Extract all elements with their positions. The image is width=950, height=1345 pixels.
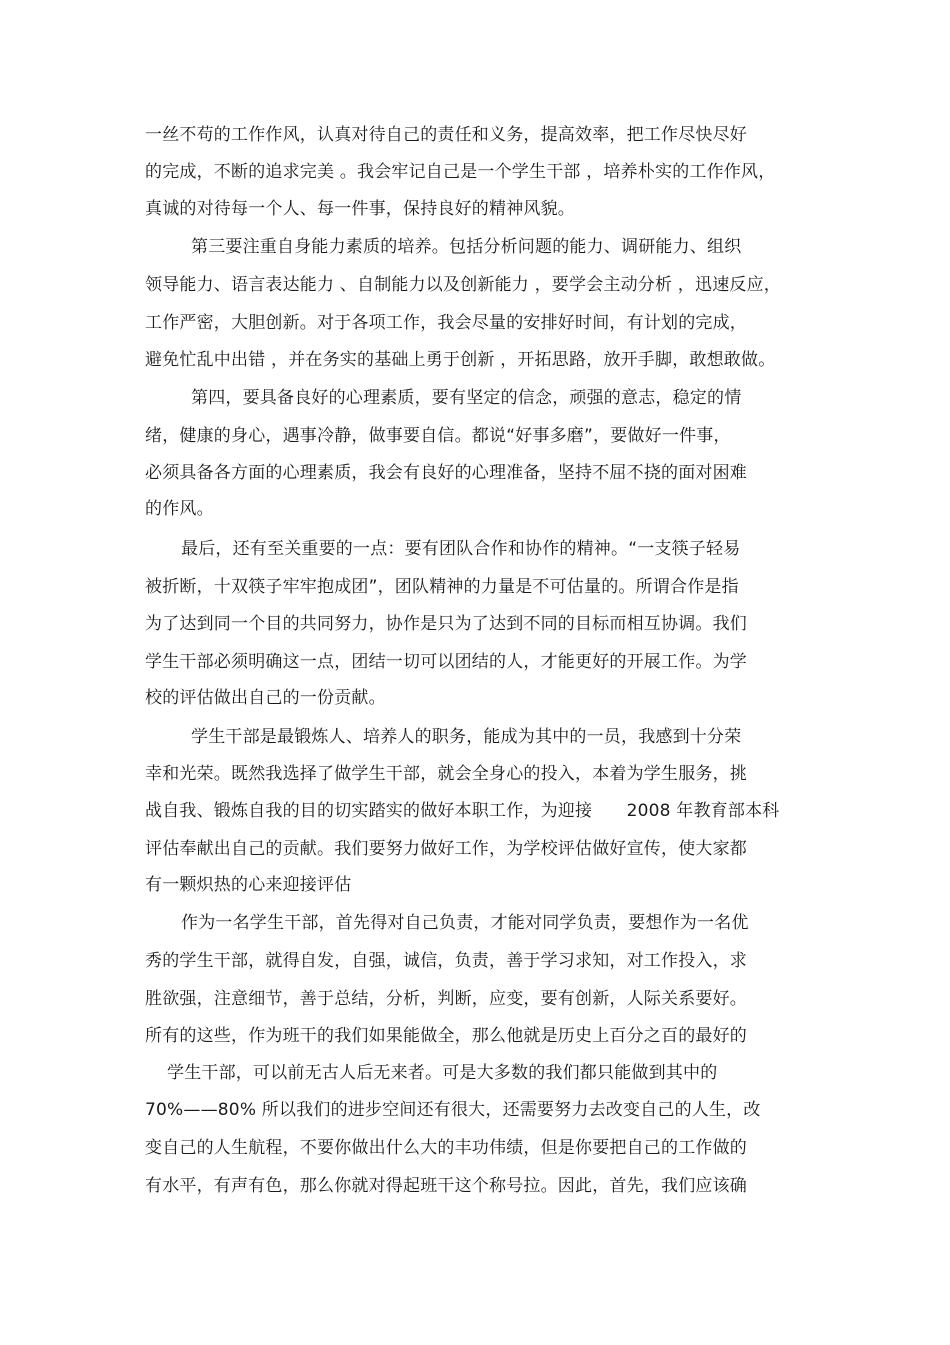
text-line: 为了达到同一个目的共同努力，协作是只为了达到不同的目标而相互协调。我们 <box>145 614 747 634</box>
text-line: 所有的这些，作为班干的我们如果能做全，那么他就是历史上百分之百的最好的 <box>145 1026 747 1046</box>
text-line: 校的评估做出自己的一份贡献。 <box>145 688 386 708</box>
text-line: 学生干部必须明确这一点，团结一切可以团结的人，才能更好的开展工作。为学 <box>145 652 747 672</box>
paragraph-start-line: 学生干部是最锻炼人、培养人的职务，能成为其中的一员，我感到十分荣 <box>191 727 742 747</box>
text-line: 70%——80% 所以我们的进步空间还有很大，还需要努力去改变自己的人生，改 <box>145 1100 761 1120</box>
paragraph-start-line: 第三要注重自身能力素质的培养。包括分析问题的能力、调研能力、组织 <box>191 237 742 257</box>
text-line: 变自己的人生航程，不要你做出什么大的丰功伟绩，但是你要把自己的工作做的 <box>145 1138 747 1158</box>
text-line: 战自我、锻炼自我的目的切实踏实的做好本职工作，为迎接 2008 年教育部本科 <box>145 801 780 821</box>
text-line: 有水平，有声有色，那么你就对得起班干这个称号拉。因此，首先，我们应该确 <box>145 1176 747 1196</box>
text-line: 评估奉献出自己的贡献。我们要努力做好工作，为学校评估做好宣传，使大家都 <box>145 839 747 859</box>
text-line: 秀的学生干部，就得自发，自强，诚信，负责，善于学习求知，对工作投入，求 <box>145 951 747 971</box>
text-line: 有一颗炽热的心来迎接评估 <box>145 875 352 895</box>
text-line: 被折断，十双筷子牢牢抱成团”，团队精神的力量是不可估量的。所谓合作是指 <box>145 577 739 597</box>
paragraph-start-line: 作为一名学生干部，首先得对自己负责，才能对同学负责，要想作为一名优 <box>181 913 749 933</box>
text-line: 避免忙乱中出错 ，并在务实的基础上勇于创新 ，开拓思路，放开手脚，敢想敢做。 <box>145 350 776 370</box>
text-line: 真诚的对待每一个人、每一件事，保持良好的精神风貌。 <box>145 199 575 219</box>
text-line: 工作严密，大胆创新。对于各项工作，我会尽量的安排好时间，有计划的完成， <box>145 313 747 333</box>
text-line: 幸和光荣。既然我选择了做学生干部，就会全身心的投入，本着为学生服务，挑 <box>145 764 747 784</box>
text-line: 领导能力、语言表达能力 、自制能力以及创新能力 ，要学会主动分析 ，迅速反应， <box>145 275 782 295</box>
text-line: 必须具备各方面的心理素质，我会有良好的心理准备，坚持不屈不挠的面对困难 <box>145 463 747 483</box>
text-line: 一丝不苟的工作作风，认真对待自己的责任和义务，提高效率，把工作尽快尽好 <box>145 125 747 145</box>
text-line: 绪，健康的身心，遇事冷静，做事要自信。都说“好事多磨”，要做好一件事， <box>145 426 731 446</box>
text-line: 胜欲强，注意细节，善于总结，分析，判断，应变，要有创新，人际关系要好。 <box>145 989 747 1009</box>
text-line: 学生干部，可以前无古人后无来者。可是大多数的我们都只能做到其中的 <box>167 1063 718 1083</box>
paragraph-start-line: 第四，要具备良好的心理素质，要有坚定的信念，顽强的意志，稳定的情 <box>191 388 742 408</box>
text-line: 的完成，不断的追求完美 。我会牢记自己是一个学生干部 ，培养朴实的工作作风， <box>145 162 776 182</box>
paragraph-start-line: 最后，还有至关重要的一点：要有团队合作和协作的精神。“一支筷子轻易 <box>181 539 741 559</box>
text-line: 的作风。 <box>145 499 214 519</box>
